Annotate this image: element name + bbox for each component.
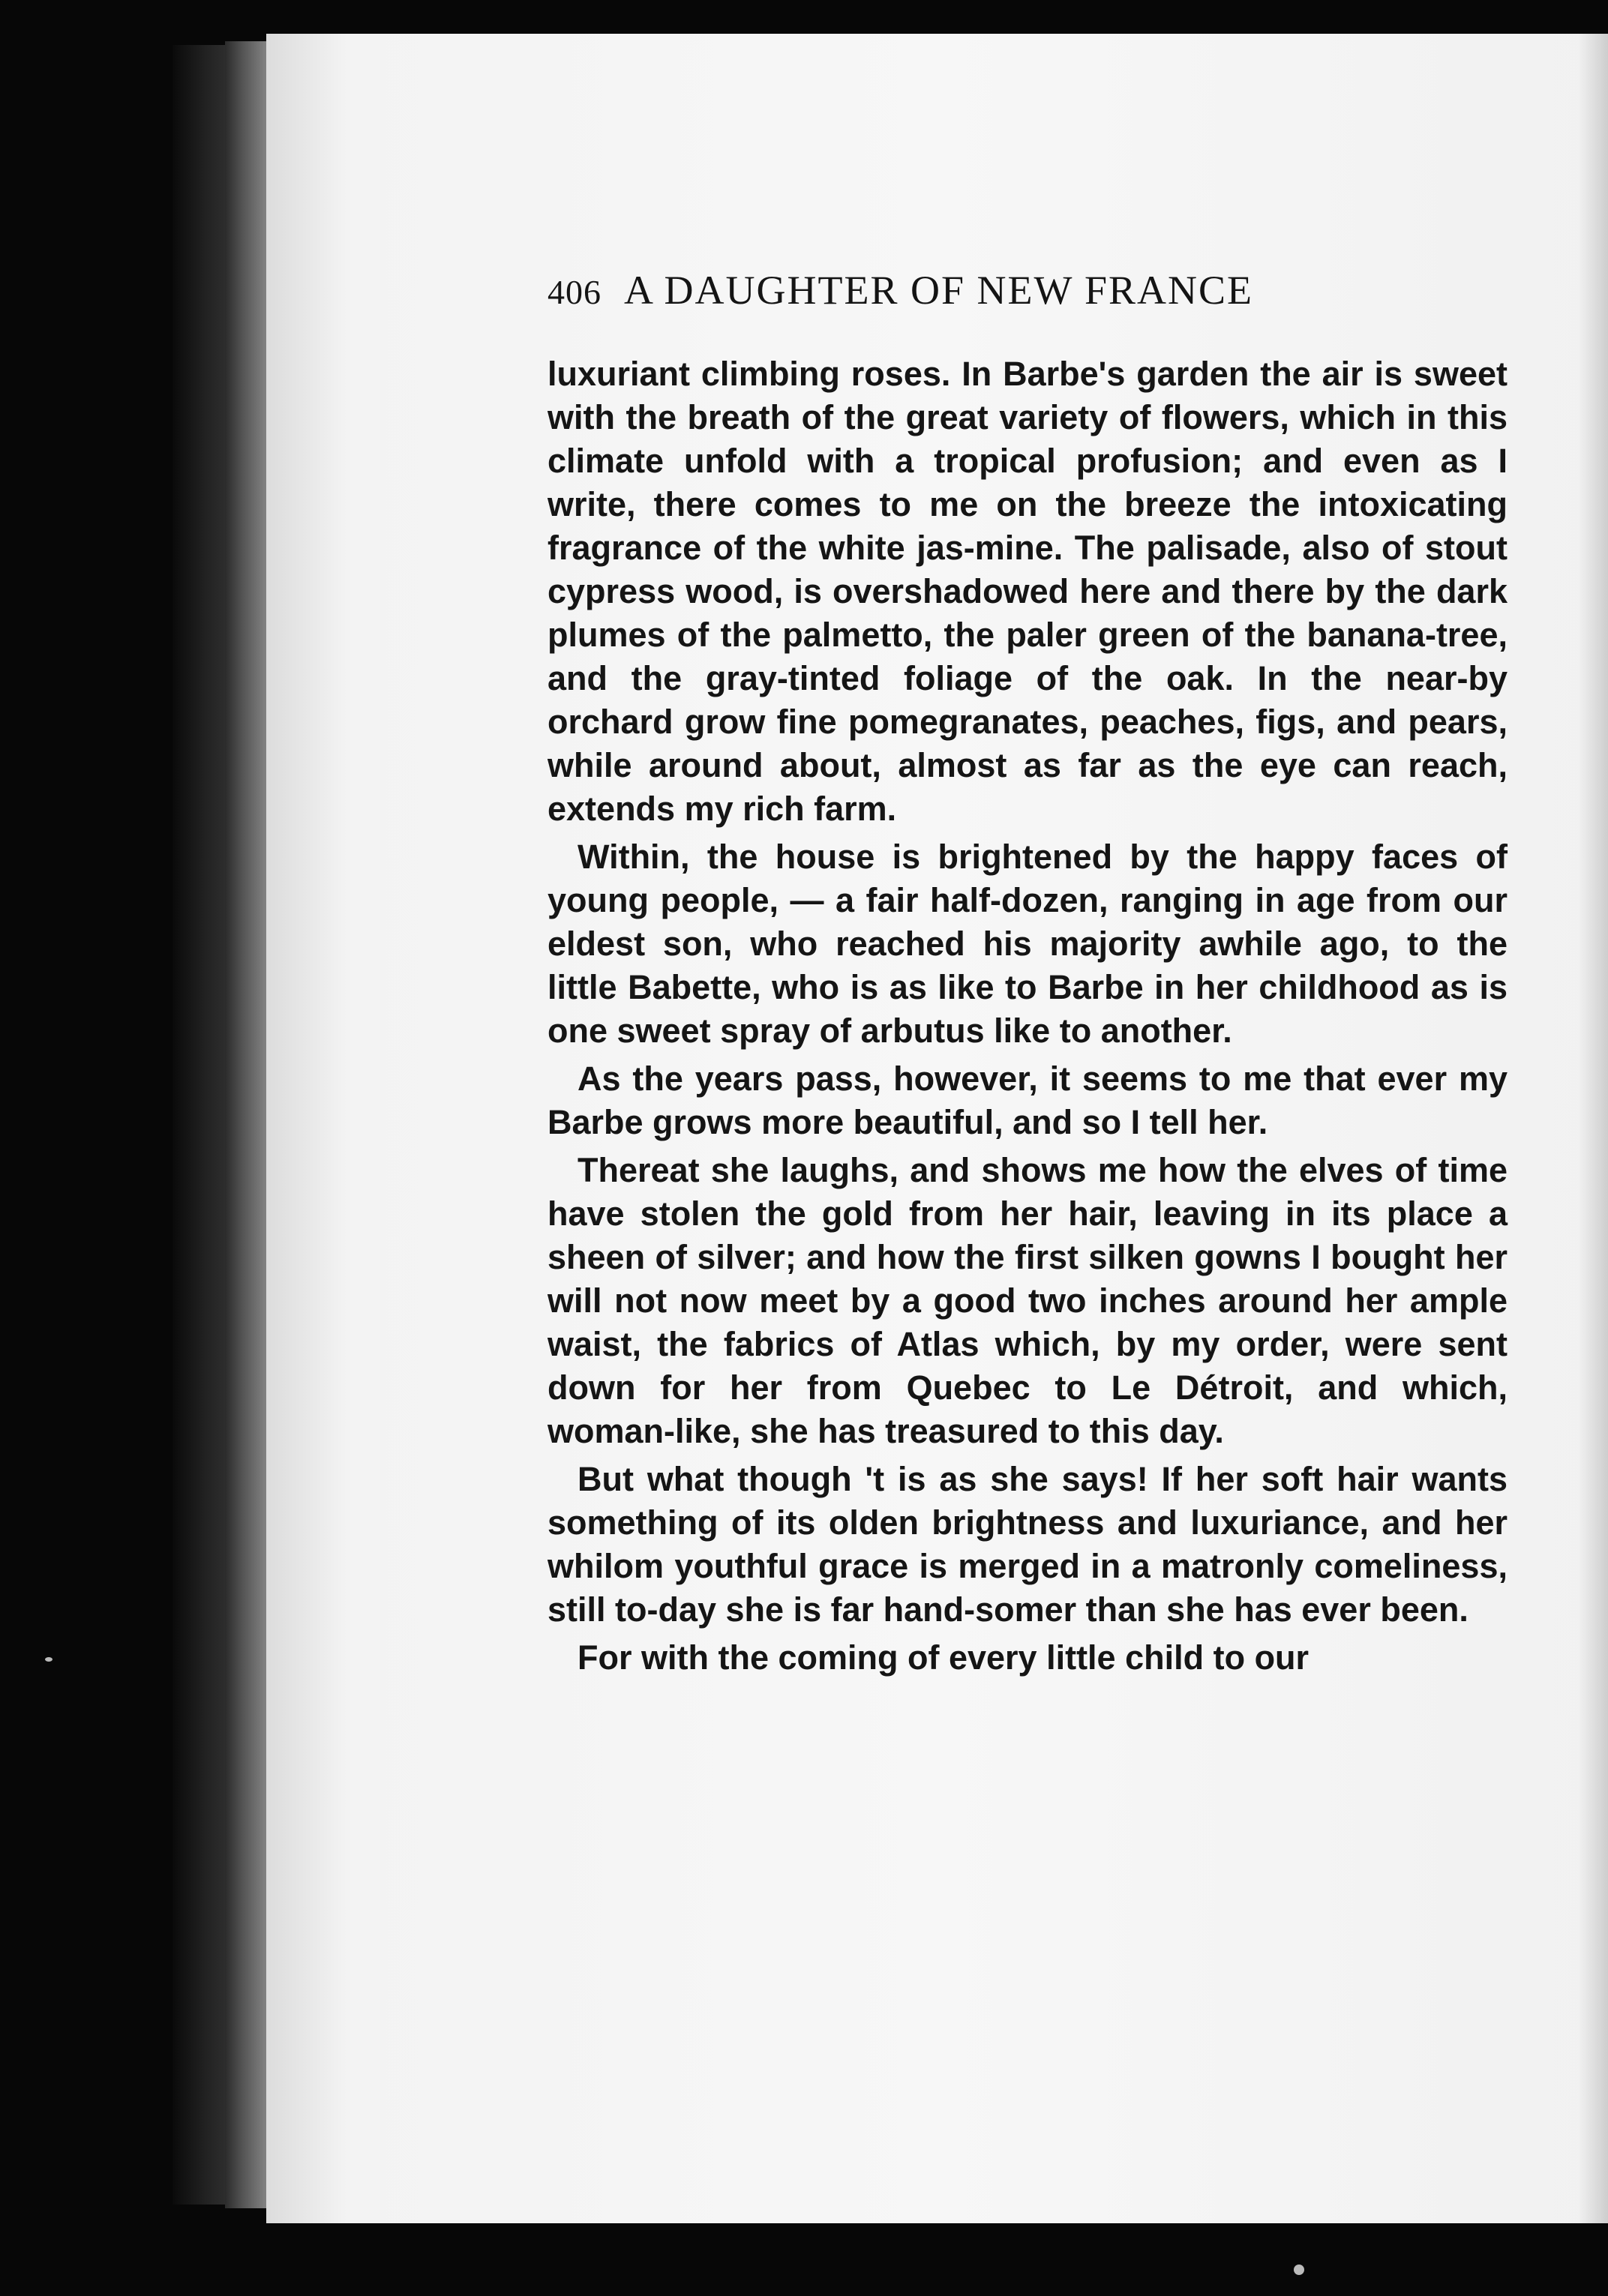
running-title: A DAUGHTER OF NEW FRANCE xyxy=(624,268,1254,313)
running-header xyxy=(548,267,1432,313)
paragraph-4: Thereat she laughs, and shows me how the elves of time have stolen the gold from her hair, leaving in its place a sheen of silver; and how the first silken gowns I bought her will not now meet by a good two inches around her ample waist, the fabrics of Atlas which, by my order, were sent down for her from Quebec to Le Détroit, and which, woman-like, she has treasured to this day. xyxy=(548,1151,1508,1450)
body-text xyxy=(548,352,1508,1684)
dust-speck xyxy=(45,1657,52,1662)
dust-speck xyxy=(1294,2265,1304,2275)
paragraph-1: luxuriant climbing roses. In Barbe's garden the air is sweet with the breath of the great variety of flowers, which in this climate unfold with a tropical profusion; and even as I write, there comes to me on the breeze the intoxicating fragrance of the white jas-mine. The palisade, also of stout cypress wood, is overshadowed here and there by the dark plumes of the palmetto, the paler green of the banana-tree, and the gray-tinted foliage of the oak. In the near-by orchard grow fine pomegranates, peaches, figs, and pears, while around about, almost as far as the eye can reach, extends my rich farm. xyxy=(548,355,1508,828)
paragraph-6: For with the coming of every little child to our xyxy=(578,1638,1310,1677)
paragraph-2: Within, the house is brightened by the happy faces of young people, — a fair half-dozen, ranging in age from our eldest son, who reached his majority awhile ago, to the little Babette, who is as like to Barbe in her childhood as is one sweet spray of arbutus like to another. xyxy=(548,838,1508,1050)
paragraph-3: As the years pass, however, it seems to me that ever my Barbe grows more beautiful, and so I tell her. xyxy=(548,1060,1508,1141)
page-number: 406 xyxy=(548,273,602,311)
page-edges xyxy=(225,41,270,2208)
paragraph-5: But what though 't is as she says! If her soft hair wants something of its olden brightness and luxuriance, and her whilom youthful grace is merged in a matronly comeliness, still to-day she is far hand-somer than she has ever been. xyxy=(548,1460,1508,1629)
